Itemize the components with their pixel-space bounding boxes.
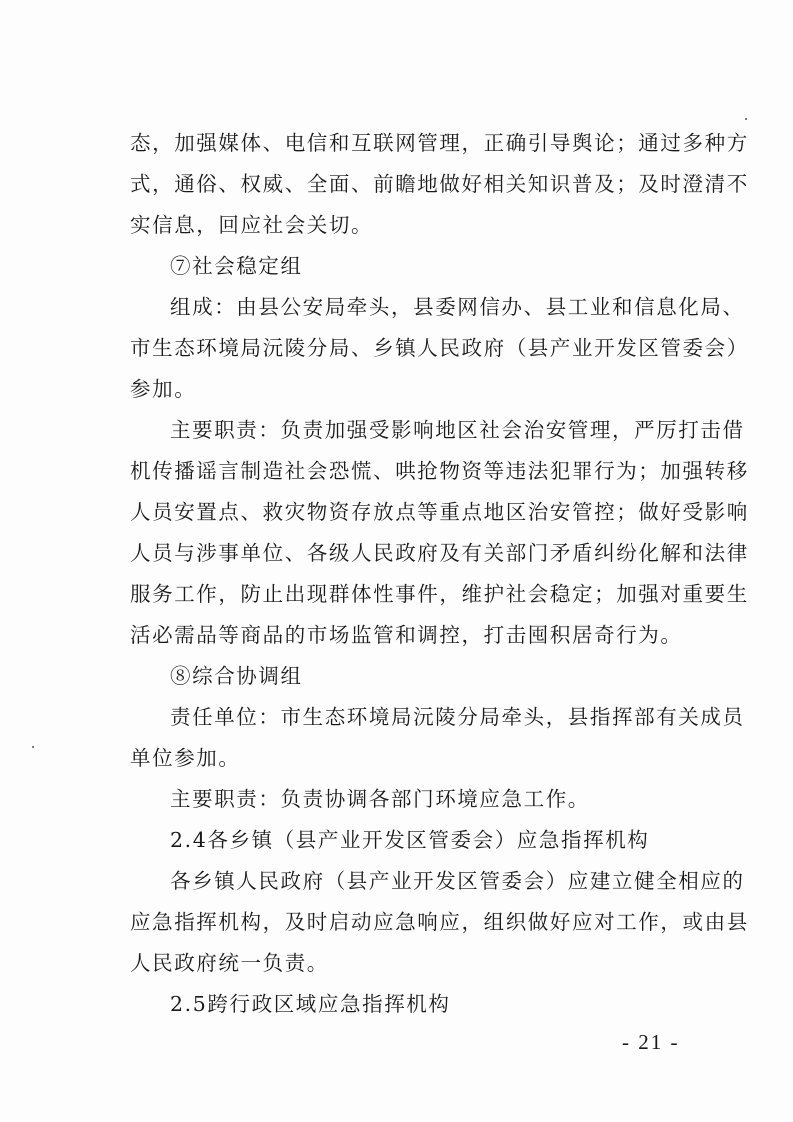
body-text-line: 组成：由县公安局牵头，县委网信办、县工业和信息化局、	[170, 295, 745, 319]
body-text-line: 主要职责：负责加强受影响地区社会治安管理，严厉打击借	[170, 418, 745, 442]
body-text-line: 参加。	[130, 377, 197, 401]
body-text-line: 人员安置点、救灾物资存放点等重点地区治安管控；做好受影响	[130, 500, 749, 524]
body-text-line: 实信息，回应社会关切。	[130, 213, 374, 237]
section-heading-social-stability: ⑦社会稳定组	[170, 254, 303, 278]
section-heading-2-4: 2.4各乡镇（县产业开发区管委会）应急指挥机构	[170, 828, 650, 852]
body-text-line: 人民政府统一负责。	[130, 951, 329, 975]
scan-speck	[745, 118, 747, 120]
body-text-line: 机传播谣言制造社会恐慌、哄抢物资等违法犯罪行为；加强转移	[130, 459, 749, 483]
body-text-line: 人员与涉事单位、各级人民政府及有关部门矛盾纠纷化解和法律	[130, 541, 749, 565]
body-text-line: 主要职责：负责协调各部门环境应急工作。	[170, 787, 590, 811]
body-text-line: 服务工作，防止出现群体性事件，维护社会稳定；加强对重要生	[130, 582, 749, 606]
section-heading-2-5: 2.5跨行政区域应急指挥机构	[170, 992, 451, 1016]
section-heading-coordination: ⑧综合协调组	[170, 664, 303, 688]
page-number: - 21 -	[622, 1030, 680, 1054]
body-text-line: 责任单位：市生态环境局沅陵分局牵头，县指挥部有关成员	[170, 705, 745, 729]
body-text-line: 态，加强媒体、电信和互联网管理，正确引导舆论；通过多种方	[130, 131, 749, 155]
body-text-line: 式，通俗、权威、全面、前瞻地做好相关知识普及；及时澄清不	[130, 172, 749, 196]
body-text-line: 市生态环境局沅陵分局、乡镇人民政府（县产业开发区管委会）	[130, 336, 749, 360]
body-text-line: 应急指挥机构，及时启动应急响应，组织做好应对工作，或由县	[130, 910, 749, 934]
body-text-line: 单位参加。	[130, 746, 241, 770]
scan-speck	[32, 746, 34, 748]
body-text-line: 活必需品等商品的市场监管和调控，打击囤积居奇行为。	[130, 623, 683, 647]
body-text-line: 各乡镇人民政府（县产业开发区管委会）应建立健全相应的	[170, 869, 745, 893]
